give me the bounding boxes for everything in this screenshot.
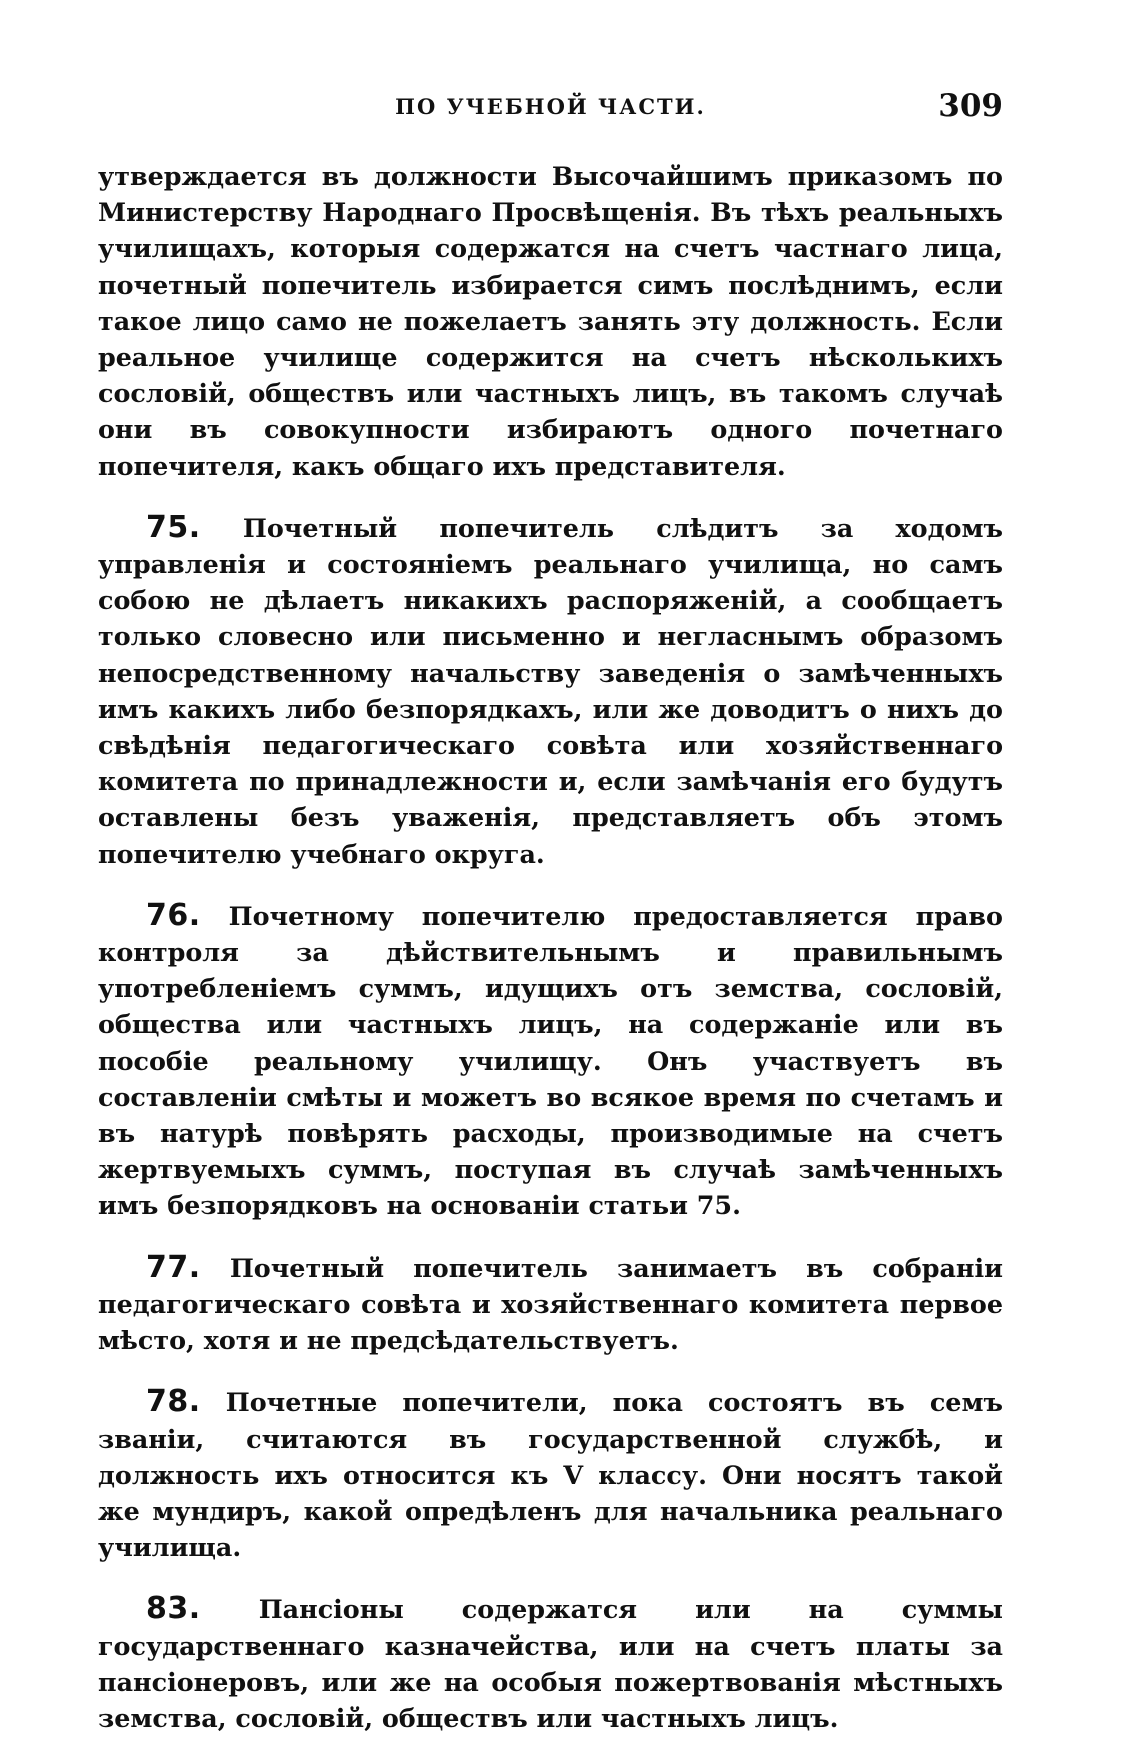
article-83 (98, 1591, 1003, 1736)
paragraph-text: Почетные попечители, пока состоятъ въ семъ званіи, считаются въ государственной службѣ, и должность ихъ относится къ V классу. Они носятъ такой же мундиръ, какой опредѣленъ для начальника реальнаго училища. (98, 1387, 1003, 1563)
running-header (98, 88, 1003, 132)
article-78 (98, 1384, 1003, 1565)
running-title: ПО УЧЕБНОЙ ЧАСТИ. (395, 94, 706, 119)
body-text (98, 158, 1003, 1736)
article-77 (98, 1250, 1003, 1359)
paragraph-text: Почетному попечителю предоставляется право контроля за дѣйствительнымъ и правильнымъ употребленіемъ суммъ, идущихъ отъ земства, сословій, общества или частныхъ лицъ, на содержаніе или въ пособіе реальному училищу. Онъ участвуетъ въ составленіи смѣты и можетъ во всякое время по счетамъ и въ натурѣ повѣрять расходы, производимые на счетъ жертвуемыхъ суммъ, поступая въ случаѣ замѣченныхъ имъ безпорядковъ на основаніи статьи 75. (98, 900, 1003, 1221)
article-number: 75. (146, 509, 201, 545)
paragraph-text: Пансіоны содержатся или на суммы государственнаго казначейства, или на счетъ платы за пансіонеровъ, или же на особыя пожертвованія мѣстныхъ земства, сословій, обществъ или частныхъ лицъ. (98, 1594, 1003, 1733)
article-number: 78. (146, 1384, 201, 1420)
article-76 (98, 898, 1003, 1224)
paragraph-text: Почетный попечитель занимаетъ въ собраніи педагогическаго совѣта и хозяйственнаго комитета первое мѣсто, хотя и не предсѣдательствуетъ. (98, 1252, 1003, 1356)
paragraph-continuation (98, 158, 1003, 484)
paragraph-text: утверждается въ должности Высочайшимъ приказомъ по Министерству Народнаго Просвѣщенія. Въ тѣхъ реальныхъ училищахъ, которыя содержатся на счетъ частнаго лица, почетный попечитель избирается симъ послѣднимъ, если такое лицо само не пожелаетъ занять эту должность. Если реальное училище содержится на счетъ нѣсколькихъ сословій, обществъ или частныхъ лицъ, въ такомъ случаѣ они въ совокупности избираютъ одного почетнаго попечителя, какъ общаго ихъ представителя. (98, 161, 1003, 481)
article-75 (98, 510, 1003, 872)
book-page (98, 88, 1003, 1762)
article-number: 76. (146, 897, 201, 933)
page-number: 309 (938, 88, 1003, 124)
article-number: 77. (146, 1249, 201, 1285)
article-number: 83. (146, 1591, 201, 1627)
paragraph-text: Почетный попечитель слѣдитъ за ходомъ управленія и состояніемъ реальнаго училища, но самъ собою не дѣлаетъ никакихъ распоряженій, а сообщаетъ только словесно или письменно и негласнымъ образомъ непосредственному начальству заведенія о замѣченныхъ имъ какихъ либо безпорядкахъ, или же доводитъ о нихъ до свѣдѣнія педагогическаго совѣта или хозяйственнаго комитета по принадлежности и, если замѣчанія его будутъ оставлены безъ уваженія, представляетъ объ этомъ попечителю учебнаго округа. (98, 512, 1003, 869)
